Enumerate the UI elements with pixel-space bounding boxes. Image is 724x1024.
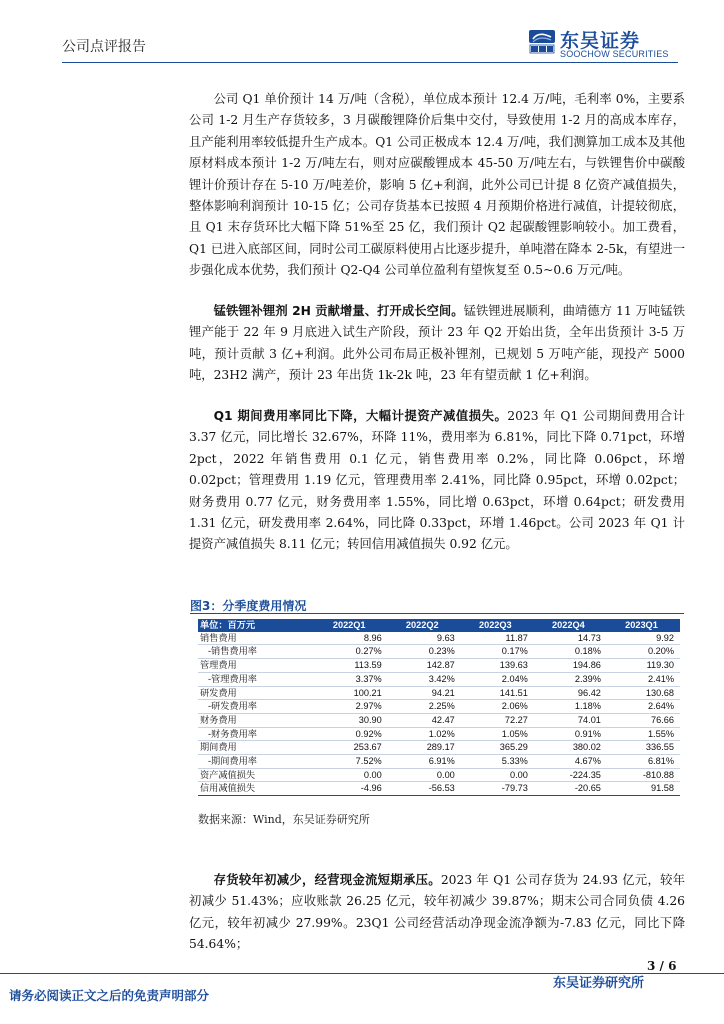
paragraph-cost-analysis: 公司 Q1 单价预计 14 万/吨（含税），单位成本预计 12.4 万/吨，毛利率 0%，主要系公司 1-2 月生产存货较多，3 月碳酸锂降价后集中交付，导致使用 1-2 月的高成本库存，且产能利用率较低提升生产成本。Q1 公司正极成本 12.4 万/吨，我们测算加工成本及其他原材料成本预计 1-2 万/吨左右，则对应碳酸锂成本 45-50 万/吨左右，与铁锂售价中碳酸锂计价预计存在 5-10 万/吨差价，影响 5 亿+利润，此外公司已计提 8 亿资产减值损失，整体影响利润预计 10-15 亿；公司存货基本已按照 4 月预期价格进行减值，计提较彻底，且 Q1 末存货环比大幅下降 51%至 25 亿，我们预计 Q2 起碳酸锂影响较小。加工费看，Q1 已进入底部区间，同时公司工碳原料使用占比逐步提升，单吨潜在降本 2-5k，有望进一步强化成本优势，我们预计 Q2-Q4 公司单位盈利有望恢复至 0.5~0.6 万元/吨。	[189, 92, 685, 278]
paragraph-expense-ratio	[189, 406, 685, 556]
table-cell: 5.33%	[461, 755, 534, 769]
table-cell: -20.65	[534, 782, 607, 796]
table-row-label: -管理费用率	[198, 672, 315, 686]
table-cell: 380.02	[534, 741, 607, 755]
table-cell: 336.55	[607, 741, 680, 755]
table-cell: 2.04%	[461, 672, 534, 686]
table-row	[198, 659, 680, 673]
table-row-label: 期间费用	[198, 741, 315, 755]
table-row-label: 研发费用	[198, 686, 315, 700]
table-cell: 3.37%	[315, 672, 388, 686]
table-row-label: -期间费用率	[198, 755, 315, 769]
table-cell: 1.18%	[534, 700, 607, 714]
table-cell: 139.63	[461, 659, 534, 673]
page-number: 3 / 6	[647, 959, 677, 973]
company-logo	[528, 27, 678, 59]
table-row	[198, 782, 680, 796]
table-cell: 8.96	[315, 632, 388, 645]
table-cell: 0.20%	[607, 645, 680, 659]
table-cell: 94.21	[388, 686, 461, 700]
table-cell: 0.23%	[388, 645, 461, 659]
table-row-label: -销售费用率	[198, 645, 315, 659]
disclaimer-notice: 请务必阅读正文之后的免责声明部分	[9, 988, 210, 1003]
table-cell: 2.06%	[461, 700, 534, 714]
table-cell: 130.68	[607, 686, 680, 700]
table-cell: 0.92%	[315, 727, 388, 741]
table-row-label: -财务费用率	[198, 727, 315, 741]
table-cell: 100.21	[315, 686, 388, 700]
table-cell: 0.27%	[315, 645, 388, 659]
table-cell: 253.67	[315, 741, 388, 755]
table-cell: 194.86	[534, 659, 607, 673]
table-header-cell: 2022Q3	[461, 619, 534, 632]
table-cell: 2.97%	[315, 700, 388, 714]
table-cell: 289.17	[388, 741, 461, 755]
table-cell: -810.88	[607, 768, 680, 782]
paragraph-lead: 存货较年初减少，经营现金流短期承压。	[213, 873, 441, 887]
table-cell: 76.66	[607, 713, 680, 727]
table-cell: 0.00	[315, 768, 388, 782]
table-row-label: 信用减值损失	[198, 782, 315, 796]
table-cell: 0.18%	[534, 645, 607, 659]
table-row	[198, 755, 680, 769]
table-row	[198, 686, 680, 700]
table-cell: 6.91%	[388, 755, 461, 769]
table-cell: 119.30	[607, 659, 680, 673]
table-row-label: 资产减值损失	[198, 768, 315, 782]
table-cell: -224.35	[534, 768, 607, 782]
table-cell: 11.87	[461, 632, 534, 645]
quarterly-expense-table	[198, 619, 680, 796]
table-cell: 0.91%	[534, 727, 607, 741]
table-cell: 9.63	[388, 632, 461, 645]
table-row	[198, 713, 680, 727]
table-cell: 42.47	[388, 713, 461, 727]
table-header-cell: 2023Q1	[607, 619, 680, 632]
table-cell: 113.59	[315, 659, 388, 673]
table-cell: 91.58	[607, 782, 680, 796]
table-cell: 4.67%	[534, 755, 607, 769]
table-cell: 2.25%	[388, 700, 461, 714]
table-cell: 142.87	[388, 659, 461, 673]
paragraph-lead: 锰铁锂补锂剂 2H 贡献增量、打开成长空间。	[213, 304, 464, 318]
table-header-cell: 2022Q2	[388, 619, 461, 632]
table-cell: 9.92	[607, 632, 680, 645]
table-header-cell: 单位：百万元	[198, 619, 315, 632]
table-cell: -56.53	[388, 782, 461, 796]
table-cell: 141.51	[461, 686, 534, 700]
table-cell: -4.96	[315, 782, 388, 796]
paragraph-body: 2023 年 Q1 公司期间费用合计 3.37 亿元，同比增长 32.67%，环降 11%，费用率为 6.81%，同比下降 0.71pct，环增 2pct，2022 年销售费用 0.1 亿元，销售费用率 0.2%，同比降 0.06pct，环增 0.02pct；管理费用 1.19 亿元，管理费用率 2.41%，同比降 0.95pct，环增 0.02pct；财务费用 0.77 亿元，财务费用率 1.55%，同比增 0.63pct，环增 0.64pct；研发费用 1.31 亿元，研发费用率 2.64%，同比降 0.33pct，环增 1.46pct。公司 2023 年 Q1 计提资产减值损失 8.11 亿元；转回信用减值损失 0.92 亿元。	[189, 409, 685, 552]
table-cell: 1.55%	[607, 727, 680, 741]
table-row-label: 财务费用	[198, 713, 315, 727]
report-type-label: 公司点评报告	[62, 39, 146, 55]
table-row-label: 销售费用	[198, 632, 315, 645]
paragraph-body: 锰铁锂进展顺利，曲靖德方 11 万吨锰铁锂产能于 22 年 9 月底进入试生产阶段，预计 23 年 Q2 开始出货，全年出货预计 3-5 万吨，预计贡献 3 亿+利润。此外公司布局正极补锂剂，已规划 5 万吨产能，现投产 5000 吨，23H2 满产，预计 23 年出货 1k-2k 吨，23 年有望贡献 1 亿+利润。	[189, 304, 686, 383]
table-cell: 6.81%	[607, 755, 680, 769]
table-row	[198, 741, 680, 755]
paragraph-lmfp-supplement	[189, 301, 685, 387]
paragraph-lead: Q1 期间费用率同比下降，大幅计提资产减值损失。	[213, 409, 508, 423]
table-cell: 96.42	[534, 686, 607, 700]
table-cell: 30.90	[315, 713, 388, 727]
figure-source: 数据来源：Wind，东吴证券研究所	[198, 813, 370, 826]
paragraph-inventory-cashflow	[189, 870, 685, 956]
table-row	[198, 672, 680, 686]
table-cell: 2.64%	[607, 700, 680, 714]
table-cell: 0.00	[461, 768, 534, 782]
table-cell: -79.73	[461, 782, 534, 796]
figure-divider	[190, 613, 684, 614]
table-row	[198, 768, 680, 782]
institute-name: 东吴证券研究所	[553, 976, 645, 991]
table-cell: 2.39%	[534, 672, 607, 686]
figure-title: 图3：分季度费用情况	[190, 599, 307, 613]
header-divider	[62, 62, 678, 63]
table-cell: 72.27	[461, 713, 534, 727]
table-cell: 74.01	[534, 713, 607, 727]
logo-chinese-name: 东吴证券	[560, 30, 641, 52]
table-cell: 0.17%	[461, 645, 534, 659]
table-row	[198, 645, 680, 659]
table-cell: 2.41%	[607, 672, 680, 686]
table-cell: 0.00	[388, 768, 461, 782]
table-row-label: 管理费用	[198, 659, 315, 673]
table-header-cell: 2022Q1	[315, 619, 388, 632]
table-cell: 14.73	[534, 632, 607, 645]
table-row-label: -研发费用率	[198, 700, 315, 714]
table-row	[198, 632, 680, 645]
table-header-row	[198, 619, 680, 632]
table-body	[198, 632, 680, 796]
table-cell: 365.29	[461, 741, 534, 755]
paragraph-body: 2023 年 Q1 公司存货为 24.93 亿元，较年初减少 51.43%；应收账款 26.25 亿元，较年初减少 39.87%；期末公司合同负债 4.26 亿元，较年初减少 27.99%。23Q1 公司经营活动净现金流净额为-7.83 亿元，同比下降 54.64%；	[189, 873, 685, 952]
table-cell: 3.42%	[388, 672, 461, 686]
table-cell: 7.52%	[315, 755, 388, 769]
table-cell: 1.02%	[388, 727, 461, 741]
table-row	[198, 700, 680, 714]
table-row	[198, 727, 680, 741]
logo-english-name: SOOCHOW SECURITIES	[560, 49, 669, 59]
table-header-cell: 2022Q4	[534, 619, 607, 632]
soochow-logo-icon	[528, 29, 556, 55]
table-cell: 1.05%	[461, 727, 534, 741]
